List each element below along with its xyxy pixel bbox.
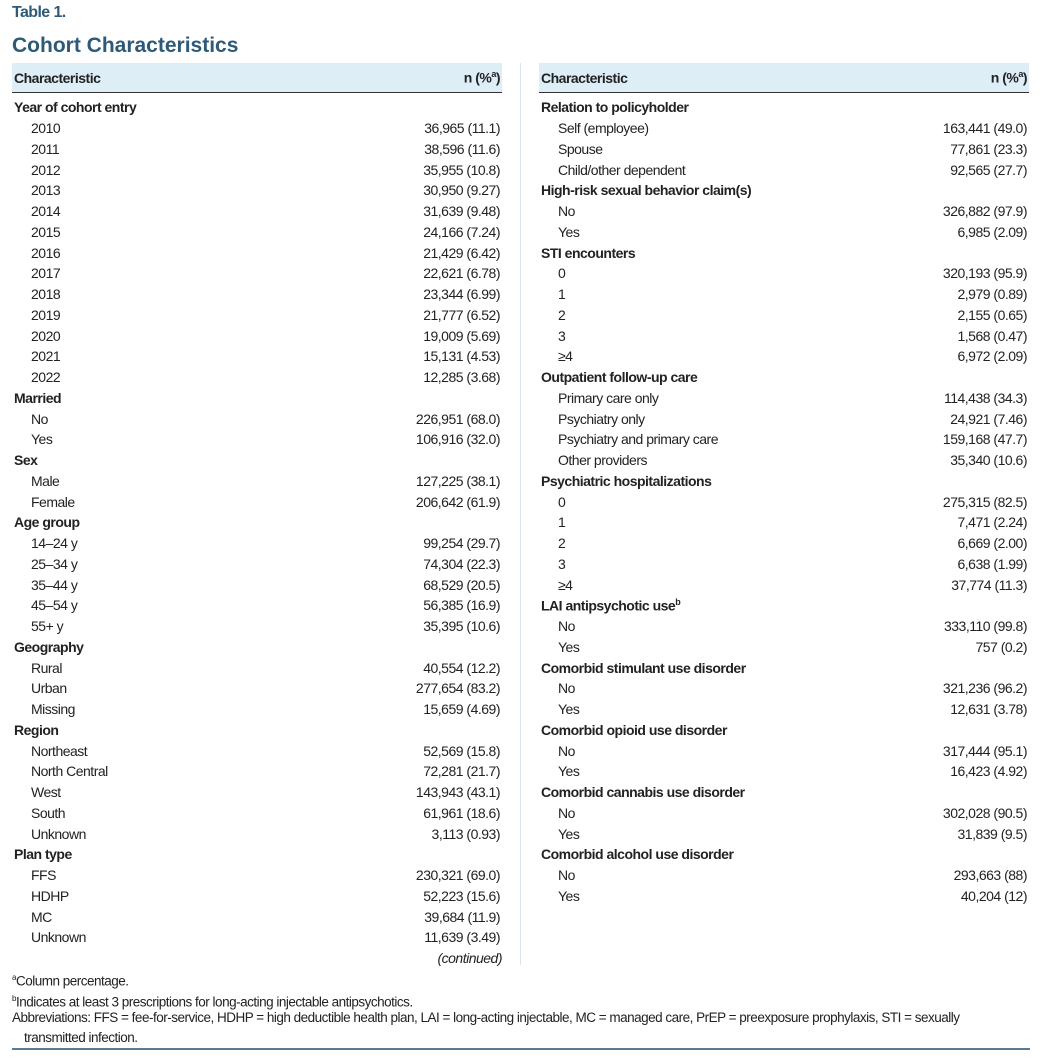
table-row bbox=[12, 471, 502, 492]
table-row bbox=[539, 388, 1029, 409]
row-label: No bbox=[31, 410, 48, 427]
table-row bbox=[539, 574, 1029, 595]
table-row bbox=[539, 118, 1029, 139]
row-value: 143,943 (43.1) bbox=[415, 784, 500, 801]
table-left-column bbox=[12, 63, 502, 948]
table-row bbox=[539, 865, 1029, 886]
table-row bbox=[539, 740, 1029, 761]
row-value: 1,568 (0.47) bbox=[957, 327, 1027, 344]
table-row bbox=[12, 180, 502, 201]
table-row bbox=[12, 554, 502, 575]
row-label: South bbox=[31, 804, 66, 821]
table-row bbox=[539, 159, 1029, 180]
table-row bbox=[539, 346, 1029, 367]
table-row bbox=[12, 139, 502, 160]
footnote-abbreviations bbox=[12, 1008, 1027, 1048]
table-row bbox=[12, 346, 502, 367]
header-close: ) bbox=[495, 69, 500, 86]
header-n-pct bbox=[991, 69, 1027, 86]
table-row bbox=[539, 761, 1029, 782]
section-header-row bbox=[539, 97, 1029, 118]
row-value: 31,639 (9.48) bbox=[423, 203, 500, 220]
row-value: 61,961 (18.6) bbox=[423, 804, 500, 821]
row-label: 3 bbox=[558, 327, 566, 344]
table-row bbox=[12, 574, 502, 595]
table-label: Table 1. bbox=[12, 4, 66, 21]
row-value: 230,321 (69.0) bbox=[415, 867, 500, 884]
row-label: Child/other dependent bbox=[558, 161, 686, 178]
section-header-row bbox=[12, 512, 502, 533]
footnote-text: Abbreviations: FFS = fee-for-service, HDHP = high deductible health plan, LAI = long-acting injectable, MC = managed care, PrEP = preexposure prophylaxis, STI = sexually bbox=[12, 1010, 960, 1025]
row-label: Yes bbox=[558, 638, 580, 655]
section-label bbox=[541, 473, 711, 489]
row-label: Yes bbox=[558, 887, 580, 904]
section-label bbox=[14, 514, 80, 530]
table-row bbox=[12, 657, 502, 678]
row-label: No bbox=[558, 203, 575, 220]
table-row bbox=[539, 429, 1029, 450]
section-header-row bbox=[539, 367, 1029, 388]
section-header-row bbox=[539, 471, 1029, 492]
row-label: 1 bbox=[558, 286, 566, 303]
row-value: 35,395 (10.6) bbox=[423, 618, 500, 635]
header-characteristic: Characteristic bbox=[541, 69, 628, 86]
row-label: 55+ y bbox=[31, 618, 64, 635]
section-label-text: High-risk sexual behavior claim(s) bbox=[541, 182, 752, 199]
row-value: 326,882 (97.9) bbox=[942, 203, 1027, 220]
row-label: No bbox=[558, 618, 575, 635]
row-value: 24,166 (7.24) bbox=[423, 223, 500, 240]
section-label bbox=[14, 99, 136, 115]
row-label: Psychiatry and primary care bbox=[558, 431, 719, 448]
row-value: 2,155 (0.65) bbox=[957, 306, 1027, 323]
continued-note: (continued) bbox=[437, 950, 502, 966]
row-label: 2 bbox=[558, 306, 566, 323]
row-label: Self (employee) bbox=[558, 120, 649, 137]
row-value: 31,839 (9.5) bbox=[957, 825, 1027, 842]
row-value: 302,028 (90.5) bbox=[942, 804, 1027, 821]
table-body bbox=[539, 97, 1029, 906]
row-label: Male bbox=[31, 472, 60, 489]
row-label: 2017 bbox=[31, 265, 61, 282]
row-label: Missing bbox=[31, 701, 75, 718]
table-row bbox=[539, 699, 1029, 720]
table-header bbox=[539, 63, 1029, 93]
table-row bbox=[12, 823, 502, 844]
section-label bbox=[541, 369, 697, 385]
table-row bbox=[12, 263, 502, 284]
table-row bbox=[12, 118, 502, 139]
row-value: 77,861 (23.3) bbox=[950, 140, 1027, 157]
row-value: 92,565 (27.7) bbox=[950, 161, 1027, 178]
table-row bbox=[12, 325, 502, 346]
row-value: 52,223 (15.6) bbox=[423, 887, 500, 904]
row-label: No bbox=[558, 680, 575, 697]
row-label: Yes bbox=[31, 431, 53, 448]
row-value: 321,236 (96.2) bbox=[942, 680, 1027, 697]
row-label: 2022 bbox=[31, 369, 61, 386]
row-label: 2021 bbox=[31, 348, 61, 365]
footnote-text: Indicates at least 3 prescriptions for long-acting injectable antipsychotics. bbox=[15, 994, 413, 1010]
row-label: Primary care only bbox=[558, 389, 659, 406]
row-value: 6,669 (2.00) bbox=[957, 535, 1027, 552]
row-value: 206,642 (61.9) bbox=[415, 493, 500, 510]
row-value: 74,304 (22.3) bbox=[423, 555, 500, 572]
row-value: 106,916 (32.0) bbox=[415, 431, 500, 448]
row-value: 3,113 (0.93) bbox=[431, 825, 500, 842]
row-label: No bbox=[558, 742, 575, 759]
table-row bbox=[539, 533, 1029, 554]
row-label: 2018 bbox=[31, 286, 61, 303]
section-header-row bbox=[12, 450, 502, 471]
footnote-marker: a bbox=[12, 973, 16, 982]
table-row bbox=[539, 678, 1029, 699]
section-label-text: Comorbid opioid use disorder bbox=[541, 721, 727, 738]
row-label: 14–24 y bbox=[31, 535, 78, 552]
table-row bbox=[12, 305, 502, 326]
row-label: 2015 bbox=[31, 223, 61, 240]
footnote-text: transmitted infection. bbox=[24, 1030, 138, 1045]
section-label bbox=[14, 722, 58, 738]
footnote-marker: a bbox=[1018, 69, 1023, 80]
table-row bbox=[539, 554, 1029, 575]
row-value: 23,344 (6.99) bbox=[423, 286, 500, 303]
table-row bbox=[539, 512, 1029, 533]
table-row bbox=[539, 222, 1029, 243]
row-value: 277,654 (83.2) bbox=[415, 680, 500, 697]
row-value: 293,663 (88) bbox=[953, 867, 1027, 884]
row-label: Unknown bbox=[31, 929, 86, 946]
table-row bbox=[539, 803, 1029, 824]
table-row bbox=[539, 408, 1029, 429]
section-label-text: Comorbid alcohol use disorder bbox=[541, 846, 734, 863]
row-label: 25–34 y bbox=[31, 555, 78, 572]
table-row bbox=[12, 865, 502, 886]
row-label: Yes bbox=[558, 223, 580, 240]
section-header-row bbox=[12, 844, 502, 865]
table-row bbox=[12, 491, 502, 512]
row-value: 37,774 (11.3) bbox=[951, 576, 1027, 593]
row-label: ≥4 bbox=[558, 576, 573, 593]
row-label: HDHP bbox=[31, 887, 69, 904]
table-body bbox=[12, 97, 502, 948]
row-value: 40,204 (12) bbox=[960, 887, 1027, 904]
row-value: 22,621 (6.78) bbox=[423, 265, 500, 282]
row-label: Spouse bbox=[558, 140, 603, 157]
section-label-text: Region bbox=[14, 721, 59, 738]
row-value: 35,955 (10.8) bbox=[423, 161, 500, 178]
row-value: 56,385 (16.9) bbox=[423, 597, 500, 614]
row-value: 40,554 (12.2) bbox=[423, 659, 500, 676]
table-row bbox=[12, 761, 502, 782]
row-value: 320,193 (95.9) bbox=[942, 265, 1027, 282]
table-row bbox=[539, 823, 1029, 844]
row-label: Urban bbox=[31, 680, 67, 697]
row-label: ≥4 bbox=[558, 348, 573, 365]
row-label: MC bbox=[31, 908, 52, 925]
section-label-text: Married bbox=[14, 389, 62, 406]
table-row bbox=[12, 284, 502, 305]
table-row bbox=[539, 139, 1029, 160]
row-value: 163,441 (49.0) bbox=[942, 120, 1027, 137]
table-row bbox=[12, 886, 502, 907]
row-value: 38,596 (11.6) bbox=[424, 140, 500, 157]
row-value: 6,985 (2.09) bbox=[957, 223, 1027, 240]
footnote-marker: b bbox=[675, 597, 681, 608]
row-value: 99,254 (29.7) bbox=[423, 535, 500, 552]
row-label: 35–44 y bbox=[31, 576, 78, 593]
row-value: 36,965 (11.1) bbox=[424, 120, 500, 137]
table-row bbox=[12, 159, 502, 180]
section-label-text: LAI antipsychotic use bbox=[541, 597, 676, 614]
row-label: 2 bbox=[558, 535, 566, 552]
section-label bbox=[541, 784, 745, 800]
table-row bbox=[12, 367, 502, 388]
table-row bbox=[12, 616, 502, 637]
table-row bbox=[539, 201, 1029, 222]
row-value: 317,444 (95.1) bbox=[942, 742, 1027, 759]
section-header-row bbox=[12, 388, 502, 409]
table-row bbox=[539, 263, 1029, 284]
table-row bbox=[539, 637, 1029, 658]
row-value: 6,638 (1.99) bbox=[957, 555, 1027, 572]
section-label bbox=[14, 846, 72, 862]
row-label: 2012 bbox=[31, 161, 61, 178]
section-label bbox=[541, 722, 727, 738]
table-row bbox=[12, 429, 502, 450]
row-value: 275,315 (82.5) bbox=[942, 493, 1027, 510]
section-header-row bbox=[539, 782, 1029, 803]
table-row bbox=[539, 450, 1029, 471]
row-value: 21,777 (6.52) bbox=[423, 306, 500, 323]
row-label: 2014 bbox=[31, 203, 61, 220]
section-label-text: Geography bbox=[14, 638, 84, 655]
row-label: Female bbox=[31, 493, 75, 510]
row-label: 2010 bbox=[31, 120, 61, 137]
section-label bbox=[541, 182, 751, 198]
header-characteristic: Characteristic bbox=[14, 69, 101, 86]
table-row bbox=[12, 533, 502, 554]
row-label: Psychiatry only bbox=[558, 410, 645, 427]
table-row bbox=[12, 242, 502, 263]
section-header-row bbox=[12, 720, 502, 741]
table-row bbox=[539, 305, 1029, 326]
row-label: No bbox=[558, 804, 575, 821]
row-value: 35,340 (10.6) bbox=[950, 452, 1027, 469]
table-title: Cohort Characteristics bbox=[12, 34, 239, 57]
section-header-row bbox=[539, 242, 1029, 263]
row-label: Yes bbox=[558, 825, 580, 842]
table-row bbox=[539, 284, 1029, 305]
table-row bbox=[12, 906, 502, 927]
table-right-column bbox=[539, 63, 1029, 906]
row-value: 21,429 (6.42) bbox=[423, 244, 500, 261]
table-row bbox=[12, 408, 502, 429]
section-label-text: Sex bbox=[14, 452, 38, 469]
footnote-marker: b bbox=[12, 994, 16, 1003]
section-header-row bbox=[12, 637, 502, 658]
section-label bbox=[541, 660, 746, 676]
row-label: 2011 bbox=[31, 140, 60, 157]
footnote-text: Column percentage. bbox=[15, 973, 129, 989]
section-label bbox=[14, 639, 83, 655]
row-label: North Central bbox=[31, 763, 108, 780]
row-value: 19,009 (5.69) bbox=[423, 327, 500, 344]
row-value: 15,659 (4.69) bbox=[423, 701, 500, 718]
row-label: Rural bbox=[31, 659, 62, 676]
section-label bbox=[14, 452, 37, 468]
row-value: 52,569 (15.8) bbox=[423, 742, 500, 759]
header-n-pct-text: n (% bbox=[990, 69, 1019, 86]
section-label-text: Psychiatric hospitalizations bbox=[541, 472, 712, 489]
row-label: 2020 bbox=[31, 327, 61, 344]
table-row bbox=[12, 740, 502, 761]
row-label: 2013 bbox=[31, 182, 61, 199]
section-header-row bbox=[539, 720, 1029, 741]
row-label: Other providers bbox=[558, 452, 647, 469]
row-value: 127,225 (38.1) bbox=[415, 472, 500, 489]
row-value: 39,684 (11.9) bbox=[424, 908, 500, 925]
row-label: Northeast bbox=[31, 742, 88, 759]
row-value: 114,438 (34.3) bbox=[943, 389, 1027, 406]
row-value: 7,471 (2.24) bbox=[957, 514, 1027, 531]
row-value: 2,979 (0.89) bbox=[957, 286, 1027, 303]
table-row bbox=[12, 927, 502, 948]
table-row bbox=[12, 699, 502, 720]
row-label: No bbox=[558, 867, 575, 884]
section-header-row bbox=[539, 657, 1029, 678]
row-value: 12,631 (3.78) bbox=[950, 701, 1027, 718]
section-label-text: STI encounters bbox=[541, 244, 636, 261]
section-label bbox=[541, 99, 688, 115]
footnote-a bbox=[12, 968, 1027, 992]
row-value: 30,950 (9.27) bbox=[423, 182, 500, 199]
table-row bbox=[12, 803, 502, 824]
section-header-row bbox=[539, 180, 1029, 201]
row-value: 159,168 (47.7) bbox=[942, 431, 1027, 448]
table-row bbox=[539, 886, 1029, 907]
row-label: 2019 bbox=[31, 306, 61, 323]
row-label: 2016 bbox=[31, 244, 61, 261]
row-label: Unknown bbox=[31, 825, 86, 842]
header-n-pct-text: n (% bbox=[463, 69, 492, 86]
bottom-rule bbox=[12, 1048, 1030, 1050]
row-value: 333,110 (99.8) bbox=[943, 618, 1027, 635]
row-value: 6,972 (2.09) bbox=[957, 348, 1027, 365]
row-value: 11,639 (3.49) bbox=[424, 929, 500, 946]
row-value: 226,951 (68.0) bbox=[415, 410, 500, 427]
row-label: 3 bbox=[558, 555, 566, 572]
row-value: 16,423 (4.92) bbox=[950, 763, 1027, 780]
footnote-marker: a bbox=[491, 69, 496, 80]
section-label bbox=[541, 846, 733, 862]
row-label: West bbox=[31, 784, 61, 801]
section-label bbox=[14, 390, 61, 406]
row-value: 12,285 (3.68) bbox=[423, 369, 500, 386]
section-label-text: Age group bbox=[14, 514, 80, 531]
row-label: 1 bbox=[558, 514, 566, 531]
table-row bbox=[539, 491, 1029, 512]
section-label-text: Outpatient follow-up care bbox=[541, 369, 698, 386]
header-n-pct bbox=[464, 69, 500, 86]
table-header bbox=[12, 63, 502, 93]
row-label: 0 bbox=[558, 265, 566, 282]
row-value: 24,921 (7.46) bbox=[950, 410, 1027, 427]
row-value: 72,281 (21.7) bbox=[423, 763, 500, 780]
table-row bbox=[12, 782, 502, 803]
section-header-row bbox=[12, 97, 502, 118]
header-close: ) bbox=[1022, 69, 1027, 86]
table-row bbox=[12, 595, 502, 616]
section-label-text: Year of cohort entry bbox=[14, 99, 137, 116]
section-label-text: Comorbid stimulant use disorder bbox=[541, 659, 746, 676]
table-row bbox=[539, 325, 1029, 346]
table-row bbox=[12, 201, 502, 222]
row-value: 68,529 (20.5) bbox=[423, 576, 500, 593]
row-label: 45–54 y bbox=[31, 597, 78, 614]
table-row bbox=[539, 616, 1029, 637]
section-label bbox=[541, 245, 635, 261]
row-label: FFS bbox=[31, 867, 56, 884]
section-label-text: Comorbid cannabis use disorder bbox=[541, 784, 745, 801]
section-label bbox=[541, 597, 680, 614]
section-label-text: Relation to policyholder bbox=[541, 99, 689, 116]
row-value: 15,131 (4.53) bbox=[423, 348, 500, 365]
section-header-row bbox=[539, 595, 1029, 616]
table-row bbox=[12, 678, 502, 699]
row-label: 0 bbox=[558, 493, 566, 510]
row-value: 757 (0.2) bbox=[975, 638, 1027, 655]
section-header-row bbox=[539, 844, 1029, 865]
row-label: Yes bbox=[558, 763, 580, 780]
row-label: Yes bbox=[558, 701, 580, 718]
table-row bbox=[12, 222, 502, 243]
column-divider bbox=[520, 63, 521, 965]
section-label-text: Plan type bbox=[14, 846, 72, 863]
